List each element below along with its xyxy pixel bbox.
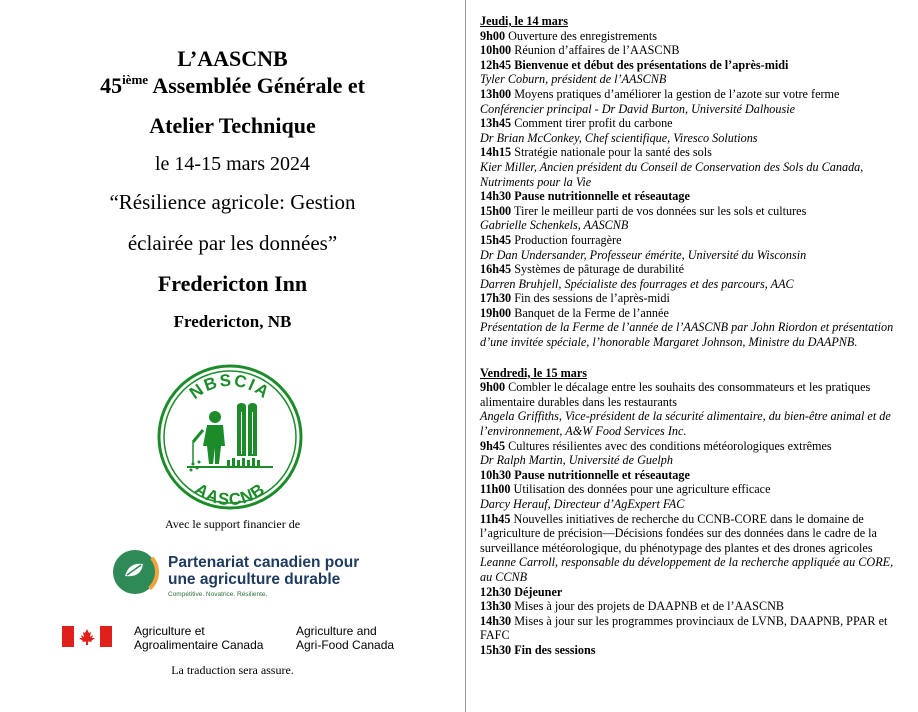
schedule-item-line (480, 643, 905, 658)
logo-top-text: NBSCIA (185, 370, 275, 403)
schedule-item-line (480, 468, 905, 483)
schedule-time: 15h00 (480, 203, 512, 218)
schedule-time: 13h45 (480, 116, 512, 131)
schedule-item-line (480, 306, 905, 321)
schedule-item-line (480, 43, 905, 58)
schedule-speaker: Kier Miller, Ancien président du Conseil de Conservation des Sols du Canada, Nutriments pour la Vie (480, 159, 864, 189)
event-dates: le 14-15 mars 2024 (155, 153, 310, 175)
schedule-speaker: Leanne Carroll, responsable du développement de la recherche appliquée au CORE, au CCNB (480, 555, 894, 584)
friday-schedule (480, 380, 905, 657)
schedule-title: Mises à jour des projets de DAAPNB et de l’AASCNB (511, 599, 785, 614)
schedule-item-line (480, 291, 905, 306)
nbscia-logo (157, 364, 303, 510)
schedule-item (480, 291, 905, 306)
schedule-item (480, 262, 905, 291)
schedule-time: 14h15 (480, 145, 512, 160)
schedule-item-line (480, 29, 905, 44)
schedule-item-line (480, 233, 905, 248)
schedule-item (480, 643, 905, 658)
schedule-time: 11h45 (480, 511, 511, 526)
schedule-title: Comment tirer profit du carbone (511, 116, 673, 131)
schedule-speaker: Darren Bruhjell, Spécialiste des fourrages et des parcours, AAC (480, 276, 794, 291)
schedule-item-line (480, 116, 905, 131)
aac-french (134, 624, 263, 652)
schedule-title: Utilisation des données pour une agriculture efficace (510, 482, 771, 497)
schedule-time: 11h00 (480, 482, 511, 497)
schedule-item (480, 585, 905, 600)
schedule-item (480, 482, 905, 511)
logo-bottom-text: AASCNB (191, 479, 269, 510)
schedule-speaker: Gabrielle Schenkels, AASCNB (480, 218, 629, 233)
theme-line-1: “Résilience agricole: Gestion (109, 190, 356, 214)
schedule-item (480, 43, 905, 58)
schedule-speaker: Conférencier principal - Dr David Burton, Université Dalhousie (480, 101, 796, 116)
schedule-time: 9h45 (480, 438, 506, 453)
schedule-gap (480, 350, 905, 366)
schedule-item-line (480, 204, 905, 219)
schedule-time: 9h00 (480, 380, 506, 395)
venue-name: Fredericton Inn (157, 271, 308, 296)
schedule-time: 19h00 (480, 305, 512, 320)
schedule-item (480, 204, 905, 233)
schedule-title: Ouverture des enregistrements (505, 28, 658, 43)
schedule-item-line (480, 482, 905, 497)
assembly-title (0, 73, 465, 99)
schedule-time: 10h30 (480, 467, 512, 482)
partnership-tagline: Compétitive. Novatrice. Résiliente. (168, 591, 268, 598)
partnership-line-1: Partenariat canadien pour (168, 554, 360, 571)
schedule-title: Réunion d’affaires de l’AASCNB (511, 43, 680, 58)
schedule-item-line (480, 599, 905, 614)
schedule-title: Fin des sessions de l’après-midi (511, 291, 670, 306)
schedule-title: Cultures résilientes avec des conditions météorologiques extrêmes (505, 438, 832, 453)
schedule-item (480, 599, 905, 614)
schedule-time: 17h30 (480, 291, 512, 306)
aac-english-line-2: Agri-Food Canada (296, 638, 395, 652)
schedule-item-line (480, 262, 905, 277)
theme-line-2: éclairée par les données” (127, 231, 338, 255)
schedule-title: Moyens pratiques d’améliorer la gestion de l’azote sur votre ferme (511, 86, 840, 101)
schedule-item (480, 58, 905, 87)
schedule-item (480, 512, 905, 585)
schedule-speaker: Dr Brian McConkey, Chef scientifique, Viresco Solutions (480, 130, 758, 145)
schedule-title: Tirer le meilleur parti de vos données sur les sols et cultures (511, 203, 807, 218)
schedule-item (480, 145, 905, 189)
schedule-title: Bienvenue et début des présentations de l’après-midi (511, 57, 789, 72)
aac-french-line-2: Agroalimentaire Canada (134, 638, 264, 652)
venue-city: Fredericton, NB (173, 312, 292, 331)
partnership-leaf-icon (111, 548, 159, 596)
schedule-speaker: Darcy Herauf, Directeur d’AgExpert FAC (480, 497, 685, 511)
schedule-item (480, 614, 905, 643)
schedule-time: 13h00 (480, 86, 512, 101)
assembly-number: 45 (100, 73, 123, 98)
org-title: L’AASCNB (177, 46, 288, 71)
schedule-item-line (480, 512, 905, 556)
schedule-title: Nouvelles initiatives de recherche du CCNB-CORE dans le domaine de l’agriculture de précision—Décisions fondées sur des données dans le cadre de la surveillance météorologique, du phénotypage des plantes et des drones agricoles (480, 511, 877, 555)
canada-flag-icon (62, 626, 112, 647)
schedule-time: 13h30 (480, 599, 512, 614)
atelier-title: Atelier Technique (149, 113, 316, 138)
aac-english (296, 624, 394, 652)
schedule-time: 9h00 (480, 28, 506, 43)
schedule-speaker: Tyler Coburn, président de l’AASCNB (480, 72, 667, 87)
assembly-rest: Assemblée Générale et (148, 73, 365, 98)
schedule-time: 14h30 (480, 189, 512, 204)
translation-note: La traduction sera assure. (171, 663, 294, 677)
schedule-item (480, 380, 905, 438)
thursday-heading: Jeudi, le 14 mars (480, 14, 569, 28)
schedule-item (480, 468, 905, 483)
schedule-speaker: Dr Ralph Martin, Université de Guelph (480, 453, 673, 468)
schedule-speaker: Dr Dan Undersander, Professeur émérite, Université du Wisconsin (480, 247, 807, 262)
schedule-item-line (480, 58, 905, 73)
schedule-item (480, 233, 905, 262)
schedule-time: 10h00 (480, 43, 512, 58)
schedule-item-line (480, 614, 905, 643)
assembly-superscript: ième (122, 72, 149, 87)
schedule-item (480, 439, 905, 468)
schedule-panel (480, 14, 905, 658)
schedule-item-line (480, 189, 905, 204)
schedule-title: Fin des sessions (511, 642, 596, 657)
aac-french-line-1: Agriculture et (134, 624, 205, 638)
partnership-name (168, 554, 359, 588)
schedule-item (480, 116, 905, 145)
schedule-title: Combler le décalage entre les souhaits des consommateurs et les pratiques alimentaire durables dans les restaurants (480, 380, 871, 409)
schedule-item-line (480, 380, 905, 409)
column-divider (465, 0, 466, 712)
schedule-title: Déjeuner (511, 584, 563, 599)
aac-english-line-1: Agriculture and (296, 624, 377, 638)
schedule-title: Mises à jour sur les programmes provinciaux de LVNB, DAAPNB, PPAR et FAFC (480, 613, 888, 643)
schedule-title: Production fourragère (511, 232, 622, 247)
schedule-item (480, 189, 905, 204)
schedule-title: Pause nutritionnelle et réseautage (511, 467, 690, 482)
schedule-title: Banquet de la Ferme de l’année (511, 305, 669, 320)
schedule-time: 15h45 (480, 232, 512, 247)
partnership-line-2: une agriculture durable (168, 571, 341, 588)
thursday-schedule (480, 29, 905, 350)
schedule-item (480, 87, 905, 116)
schedule-speaker: Présentation de la Ferme de l’année de l’AASCNB par John Riordon et présentation d’une invitée spéciale, l’honorable Margaret Johnson, Ministre du DAAPNB. (480, 320, 894, 350)
schedule-item (480, 306, 905, 350)
schedule-item-line (480, 145, 905, 160)
schedule-item-line (480, 585, 905, 600)
schedule-item-line (480, 439, 905, 454)
schedule-time: 12h45 (480, 57, 512, 72)
support-text: Avec le support financier de (164, 517, 301, 531)
schedule-time: 15h30 (480, 642, 512, 657)
schedule-title: Systèmes de pâturage de durabilité (511, 262, 685, 277)
schedule-time: 14h30 (480, 613, 512, 628)
schedule-time: 16h45 (480, 262, 512, 277)
schedule-speaker: Angela Griffiths, Vice-président de la sécurité alimentaire, du bien-être animal et de l’environnement, A&W Food Services Inc. (480, 409, 891, 439)
schedule-time: 12h30 (480, 584, 512, 599)
friday-heading: Vendredi, le 15 mars (480, 365, 587, 380)
schedule-item (480, 29, 905, 44)
schedule-title: Stratégie nationale pour la santé des sols (511, 145, 712, 160)
schedule-item-line (480, 87, 905, 102)
schedule-title: Pause nutritionnelle et réseautage (511, 189, 690, 204)
